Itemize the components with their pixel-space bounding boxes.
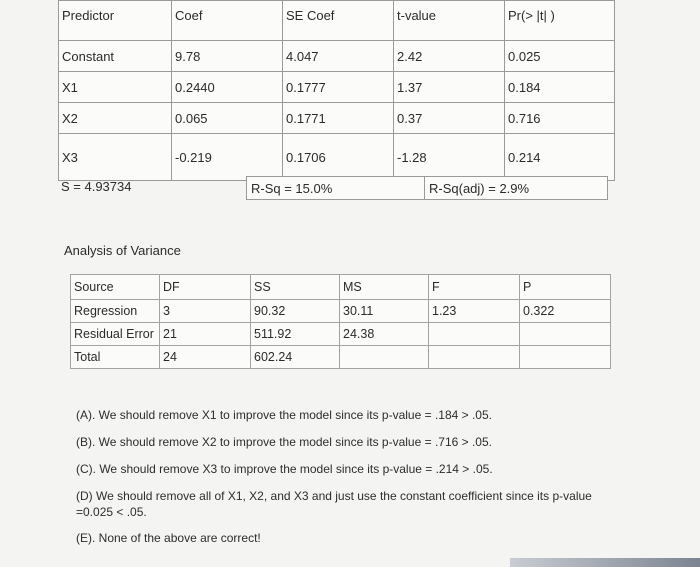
coef-row-x2 <box>59 103 615 134</box>
coef-cell: 0.1771 <box>283 103 394 134</box>
anova-cell: 24 <box>160 346 251 369</box>
coef-row-x3 <box>59 134 615 181</box>
coef-header-t-value: t-value <box>394 1 505 41</box>
anova-cell <box>429 323 520 346</box>
coef-row-constant <box>59 41 615 72</box>
coef-cell: 0.716 <box>505 103 615 134</box>
anova-cell <box>340 346 429 369</box>
anova-table <box>70 274 611 369</box>
coef-cell: 0.37 <box>394 103 505 134</box>
coef-cell: 0.214 <box>505 134 615 181</box>
coef-cell: X3 <box>59 134 172 181</box>
anova-header-p: P <box>520 275 611 300</box>
coef-cell: 1.37 <box>394 72 505 103</box>
anova-cell <box>429 346 520 369</box>
model-summary <box>58 176 608 200</box>
anova-cell: Total <box>71 346 160 369</box>
anova-cell <box>520 346 611 369</box>
anova-cell: 511.92 <box>251 323 340 346</box>
anova-row-residual-error <box>71 323 611 346</box>
coef-cell: X2 <box>59 103 172 134</box>
coef-cell: X1 <box>59 72 172 103</box>
anova-cell: Residual Error <box>71 323 160 346</box>
bottom-edge-strip <box>510 558 700 567</box>
choice-b[interactable]: (B). We should remove X2 to improve the model since its p-value = .716 > .05. <box>76 435 492 449</box>
anova-cell: 90.32 <box>251 300 340 323</box>
coef-header-predictor: Predictor <box>59 1 172 41</box>
coef-cell: 9.78 <box>172 41 283 72</box>
anova-header-source: Source <box>71 275 160 300</box>
coef-cell: -1.28 <box>394 134 505 181</box>
coef-cell: 0.065 <box>172 103 283 134</box>
anova-cell <box>520 323 611 346</box>
summary-rsq-box <box>246 176 428 200</box>
coef-cell: 0.1706 <box>283 134 394 181</box>
anova-header-ms: MS <box>340 275 429 300</box>
anova-cell: 21 <box>160 323 251 346</box>
anova-cell: 30.11 <box>340 300 429 323</box>
coef-header-coef: Coef <box>172 1 283 41</box>
coef-cell: 0.184 <box>505 72 615 103</box>
anova-cell: 3 <box>160 300 251 323</box>
coef-header-p-value: Pr(> |t| ) <box>505 1 615 41</box>
choice-e[interactable]: (E). None of the above are correct! <box>76 531 261 545</box>
coefficient-table <box>58 0 615 181</box>
summary-rsq: R-Sq = 15.0% <box>251 181 333 196</box>
coef-cell: 4.047 <box>283 41 394 72</box>
anova-row-regression <box>71 300 611 323</box>
anova-header-f: F <box>429 275 520 300</box>
anova-header-ss: SS <box>251 275 340 300</box>
coef-header-se-coef: SE Coef <box>283 1 394 41</box>
anova-cell: 1.23 <box>429 300 520 323</box>
choice-c[interactable]: (C). We should remove X3 to improve the model since its p-value = .214 > .05. <box>76 462 493 476</box>
coef-cell: 0.025 <box>505 41 615 72</box>
anova-header-row <box>71 275 611 300</box>
anova-cell: 0.322 <box>520 300 611 323</box>
anova-cell: 24.38 <box>340 323 429 346</box>
summary-s: S = 4.93734 <box>61 179 132 194</box>
answer-choices <box>76 407 596 557</box>
choice-a[interactable]: (A). We should remove X1 to improve the model since its p-value = .184 > .05. <box>76 408 492 422</box>
coef-cell: 0.1777 <box>283 72 394 103</box>
coef-cell: 2.42 <box>394 41 505 72</box>
anova-cell: Regression <box>71 300 160 323</box>
coef-row-x1 <box>59 72 615 103</box>
anova-header-df: DF <box>160 275 251 300</box>
anova-row-total <box>71 346 611 369</box>
anova-title: Analysis of Variance <box>64 243 181 258</box>
anova-cell: 602.24 <box>251 346 340 369</box>
summary-rsq-adj-box <box>424 176 608 200</box>
summary-rsq-adj: R-Sq(adj) = 2.9% <box>429 181 530 196</box>
coef-header-row <box>59 1 615 41</box>
coef-cell: -0.219 <box>172 134 283 181</box>
choice-d[interactable]: (D) We should remove all of X1, X2, and X3 and just use the constant coefficient since its p-value =0.025 < .05. <box>76 489 592 519</box>
coef-cell: Constant <box>59 41 172 72</box>
coef-cell: 0.2440 <box>172 72 283 103</box>
